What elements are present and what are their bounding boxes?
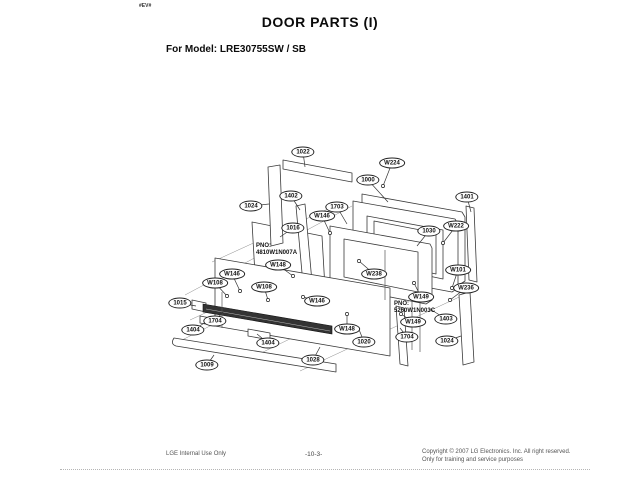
callout-W148: W148	[265, 260, 291, 271]
footer-copyright	[422, 449, 571, 465]
callout-1022: 1022	[291, 147, 314, 158]
callout-W148: W148	[334, 324, 360, 335]
callout-1703: 1703	[325, 202, 348, 213]
footer-confidential: LGE Internal Use Only	[166, 451, 227, 457]
screw-icon	[291, 274, 294, 277]
copyright-line1: Copyright © 2007 LG Electronics. Inc. All right reserved.	[422, 449, 571, 455]
right-trim-shape	[459, 292, 474, 365]
screw-icon	[225, 294, 228, 297]
callout-1028: 1028	[301, 355, 324, 366]
part-number-note: PNO: 4810W1N007A	[256, 243, 298, 256]
callout-W222: W222	[443, 221, 469, 232]
callout-W149: W149	[408, 292, 434, 303]
handle-shape	[283, 160, 352, 182]
page-title: DOOR PARTS (I)	[261, 14, 379, 30]
callout-1704: 1704	[395, 332, 418, 343]
rev-mark: #EV#	[139, 3, 152, 9]
screw-icon	[448, 298, 451, 301]
scan-speckle-line	[60, 469, 590, 470]
callout-1016: 1016	[281, 223, 304, 234]
callout-W146: W146	[304, 296, 330, 307]
callout-W149: W149	[400, 317, 426, 328]
callout-1403: 1403	[434, 314, 457, 325]
callout-W236: W236	[453, 283, 479, 294]
callout-W146: W146	[219, 269, 245, 280]
callout-W101: W101	[445, 265, 471, 276]
screw-icon	[266, 298, 269, 301]
footer-page-number: -10-3-	[305, 451, 323, 458]
callout-1404: 1404	[181, 325, 204, 336]
copyright-line2: Only for training and service purposes	[422, 456, 524, 463]
screw-icon	[238, 289, 241, 292]
callout-1030: 1030	[417, 226, 440, 237]
callout-W224: W224	[379, 158, 405, 169]
callout-W238: W238	[361, 269, 387, 280]
callout-1015: 1015	[168, 298, 191, 309]
callout-1401: 1401	[455, 192, 478, 203]
callout-1000: 1000	[356, 175, 379, 186]
callout-W146: W146	[309, 211, 335, 222]
screw-icon	[345, 312, 348, 315]
callout-1020: 1020	[352, 337, 375, 348]
callout-1704: 1704	[203, 316, 226, 327]
callout-W108: W108	[251, 282, 277, 293]
callout-1024: 1024	[239, 201, 262, 212]
callout-1404: 1404	[256, 338, 279, 349]
callout-1402: 1402	[279, 191, 302, 202]
callout-1024: 1024	[435, 336, 458, 347]
screw-icon	[328, 231, 331, 234]
screw-icon	[381, 184, 384, 187]
screw-icon	[441, 241, 444, 244]
model-line: For Model: LRE30755SW / SB	[166, 44, 307, 55]
part-number-note: PNO: 5260W1N003C	[394, 301, 436, 314]
callout-1009: 1009	[195, 360, 218, 371]
screw-icon	[357, 259, 360, 262]
callout-W108: W108	[202, 278, 228, 289]
screw-icon	[412, 281, 415, 284]
left-trim-shape	[268, 165, 283, 246]
